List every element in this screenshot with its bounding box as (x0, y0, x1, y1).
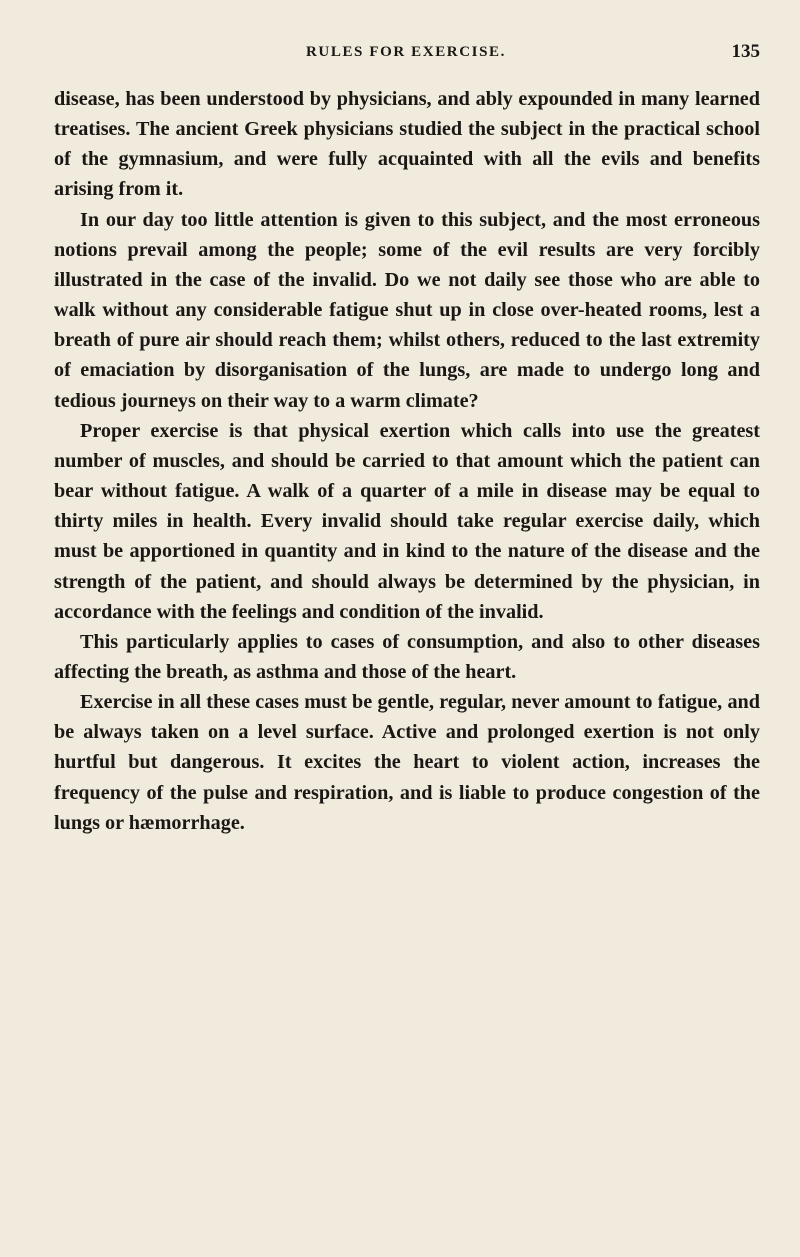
paragraph: This particularly applies to cases of consumption, and also to other diseases affecting the breath, as asthma and those of the heart. (54, 630, 760, 683)
paragraph-continued: disease, has been understood by physicians, and ably expounded in many learned treatises. The ancient Greek physicians studied the subject in the practical school of the gymnasium, and were fully acquainted with all the evils and benefits arising from it. (54, 88, 760, 201)
paragraph: Exercise in all these cases must be gentle, regular, never amount to fatigue, and be always taken on a level surface. Active and prolonged exertion is not only hurtful but dangerous. It excites the heart to violent action, increases the frequency of the pulse and respiration, and is liable to produce congestion of the lungs or hæmorrhage. (54, 691, 760, 834)
running-head (52, 41, 760, 68)
page-number: 135 (731, 41, 760, 62)
paragraph: Proper exercise is that physical exertion which calls into use the greatest number of muscles, and should be carried to that amount which the patient can bear without fatigue. A walk of a quarter of a mile in disease may be equal to thirty miles in health. Every invalid should take regular exercise daily, which must be apportioned in quantity and in kind to the nature of the disease and the strength of the patient, and should always be determined by the physician, in accordance with the feelings and condition of the invalid. (54, 419, 760, 623)
paragraph: In our day too little attention is given to this subject, and the most erroneous notions prevail among the people; some of the evil results are very forcibly illustrated in the case of the invalid. Do we not daily see those who are able to walk without any considerable fatigue shut up in close over-heated rooms, lest a breath of pure air should reach them; whilst others, reduced to the last extremity of emaciation by disorganisation of the lungs, are made to undergo long and tedious journeys on their way to a warm climate? (54, 208, 760, 412)
running-title: RULES FOR EXERCISE. (305, 44, 507, 60)
body-text (54, 84, 760, 838)
